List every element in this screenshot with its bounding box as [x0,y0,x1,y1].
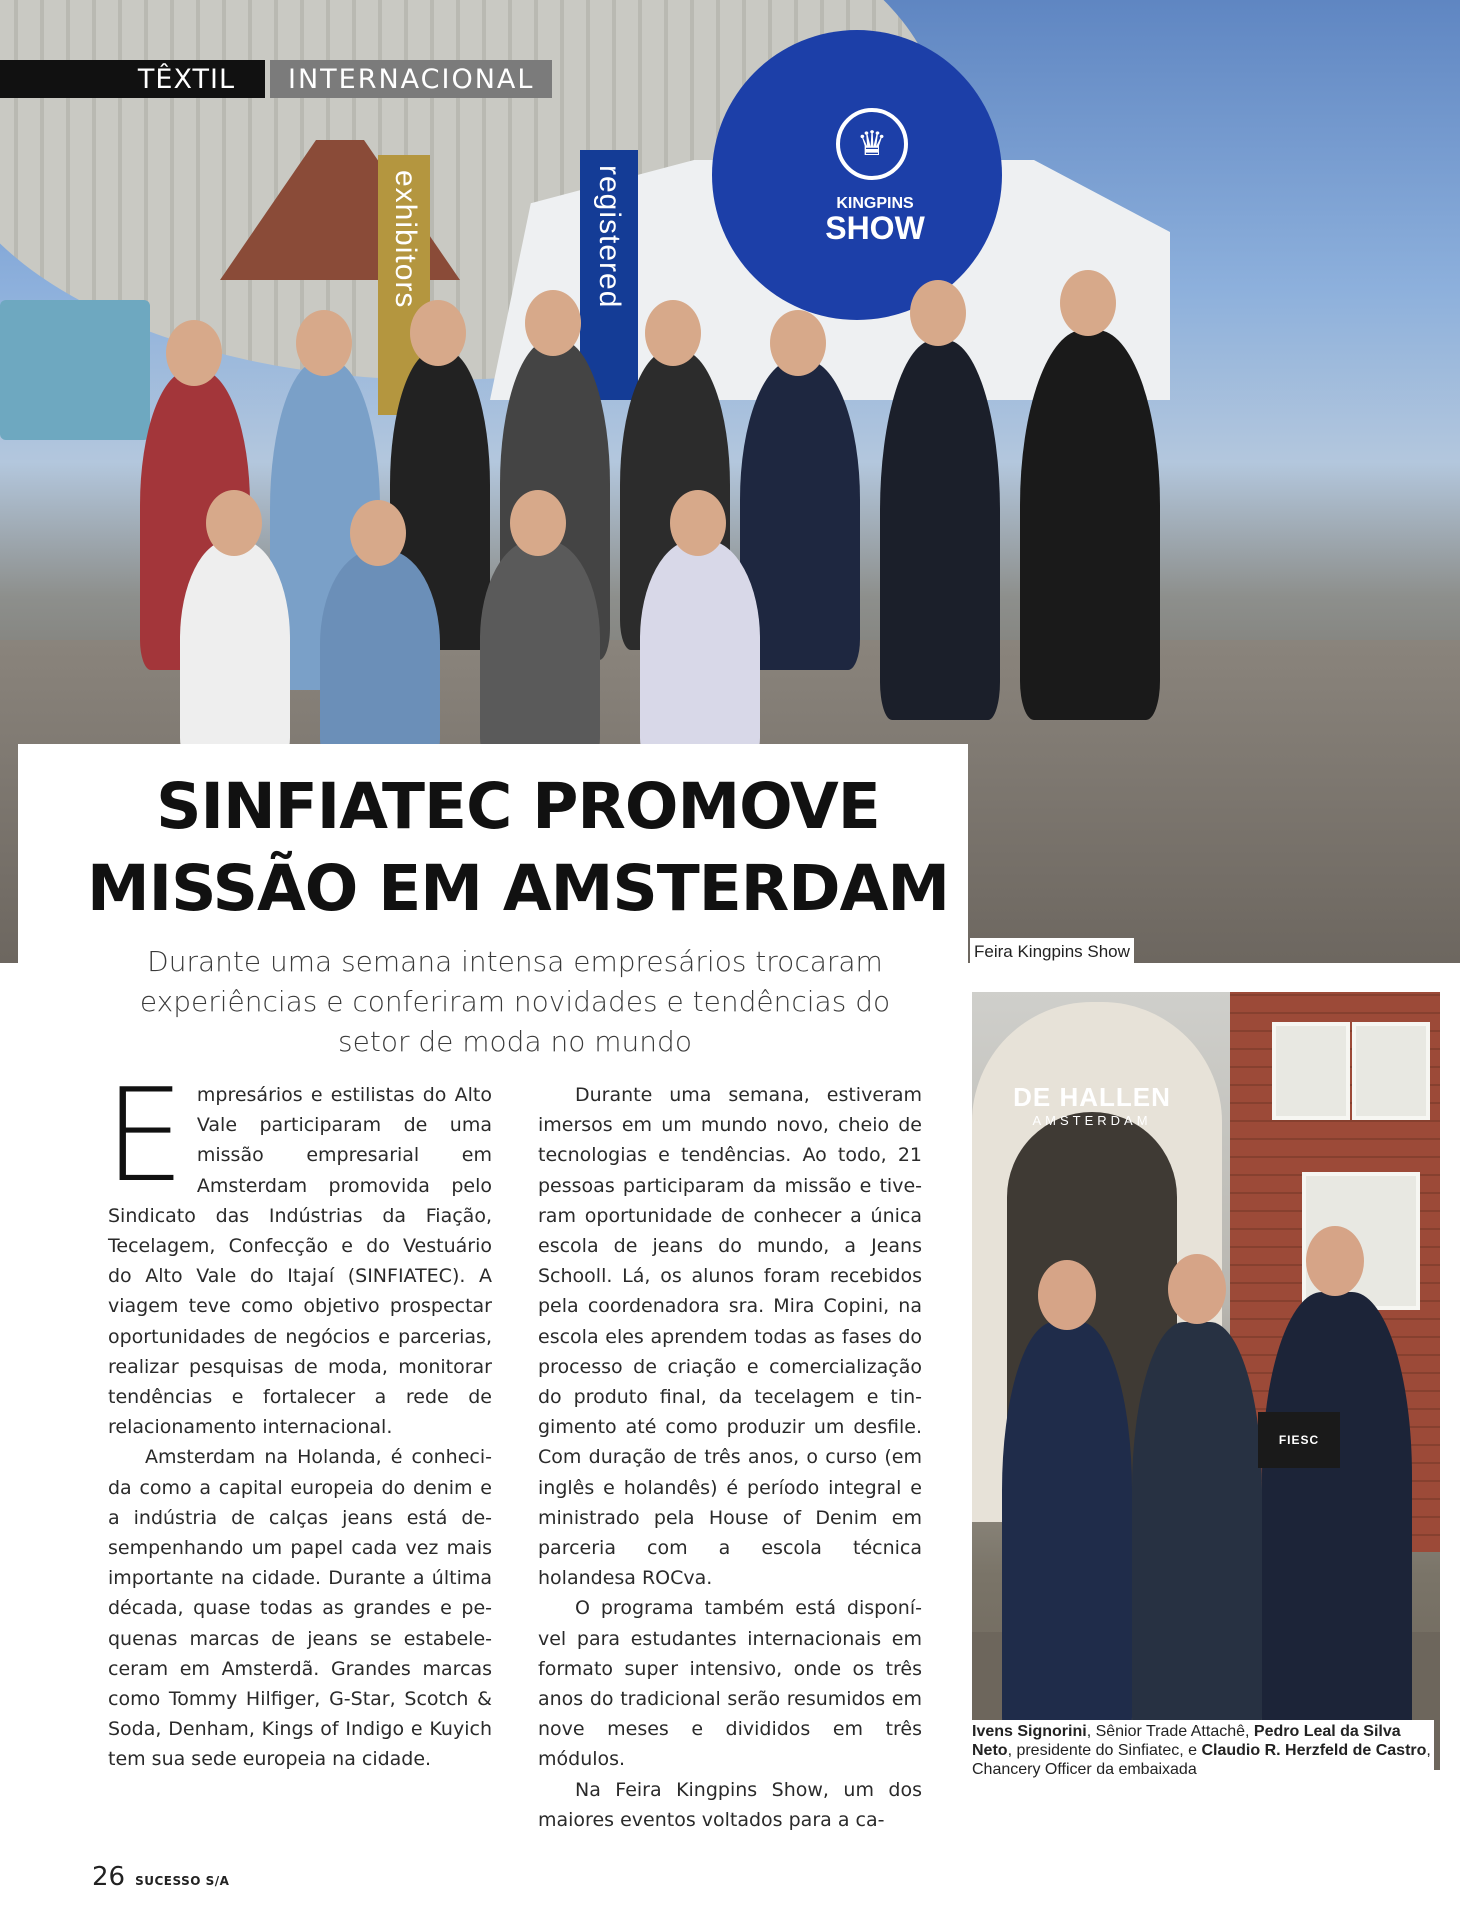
page-footer [92,1862,229,1892]
person-head [1168,1254,1226,1324]
paragraph [104,1062,492,1442]
person [1002,1322,1132,1742]
paragraph: Durante uma semana, estiveram imersos em um mundo novo, cheio de tecnologias e tendências. Ao todo, 21 pessoas participaram da missão e tiveram oportunidade de conhecer a única escola de jeans do mundo, a Jeans Schooll. Lá, os alunos foram recebidos pela coordenadora sra. Mira Copini, na escola eles aprendem todas as fases do processo de criação e comercialização do produto final, da tecelagem e tingimento até como produzir um desfile. Com duração de três anos, o curso (em inglês e holandês) é período integral e ministrado pela House of Denim em parceria com a escola técnica holandesa ROCva. [538,1084,922,1590]
group-of-people [120,260,1320,760]
subtitle: Durante uma semana intensa empresários trocaram experiências e conferiram novidades e tendências do setor de moda no mundo [139,945,891,1058]
crown-icon: ♛ [836,108,908,180]
de-hallen-sign [1002,1082,1182,1128]
kingpins-sign-line2: SHOW [825,210,925,246]
second-photo [972,992,1440,1770]
de-hallen-sign-line2: AMSTERDAM [1032,1113,1152,1128]
dropcap: E [104,1062,185,1211]
person-head [1038,1260,1096,1330]
registered-banner-text: registered [593,165,626,309]
hero-photo-caption: Feira Kingpins Show [970,938,1134,966]
article-column-1 [104,1062,492,1775]
kingpins-sign-text [810,196,940,244]
magazine-name: SUCESSO S/A [135,1874,230,1888]
paragraph-text: mpresários e estilistas do Alto Vale participaram de uma missão empresarial em Amsterdam promovida pelo Sindicato das Indústrias da Fiação, Tecelagem, Confecção e do Vestuário do Alto Vale do Itajaí (SINFIATEC). A viagem teve como objetivo prospectar oportunidades de negócios e parcerias, realizar pesquisas de moda, monitorar tendências e fortalecer a rede de relacionamento internacional. [108,1084,492,1439]
article-column-2 [538,1080,922,1835]
caption-role-1: , Sênior Trade Attachê, [1086,1723,1254,1740]
caption-role-2: , presidente do Sinfiatec, e [1007,1742,1202,1759]
de-hallen-sign-line1: DE HALLEN [1013,1082,1171,1112]
person [1262,1292,1412,1752]
exhibitors-banner-text: exhibitors [389,170,422,309]
page-number: 26 [92,1862,126,1892]
person [1132,1322,1262,1742]
section-tag [0,60,552,98]
paragraph: Na Feira Kingpins Show, um dos maiores eventos voltados para a ca- [538,1778,922,1831]
caption-name-1: Ivens Signorini [972,1723,1087,1740]
caption-name-3: Claudio R. Herzfeld de Castro [1201,1742,1427,1759]
headline: SINFIATEC PROMOVE MISSÃO EM AMSTERDAM [86,770,950,925]
caption-name-2: Pedro Leal da Silva Neto [972,1723,1401,1759]
second-photo-caption [972,1720,1434,1779]
section-category: TÊXTIL [0,60,265,98]
section-subcategory: INTERNACIONAL [270,60,552,98]
window [1272,1022,1350,1120]
caption-role-3: , Chancery Officer da embaixada [972,1742,1431,1778]
kingpins-sign-line1: KINGPINS [836,195,914,212]
window [1352,1022,1430,1120]
person-head [1306,1226,1364,1296]
paragraph: O programa também está disponível para estudantes internacionais em formato super intensivo, onde os três anos do tradicional serão resumidos em nove meses e divididos em três módulos. [538,1597,922,1771]
paragraph: Amsterdam na Holanda, é conhecida como a capital europeia do denim e a indústria de calças jeans está desempenhando um papel cada vez mais importante na cidade. Durante a última década, quase todas as grandes e pequenas marcas de jeans se estabeleceram em Amsterdã. Grandes marcas como Tommy Hilfiger, G-Star, Scotch & Soda, Denham, Kings of Indigo e Kuyich tem sua sede europeia na cidade. [108,1446,492,1771]
fiesc-gift-box: FIESC [1258,1412,1340,1468]
